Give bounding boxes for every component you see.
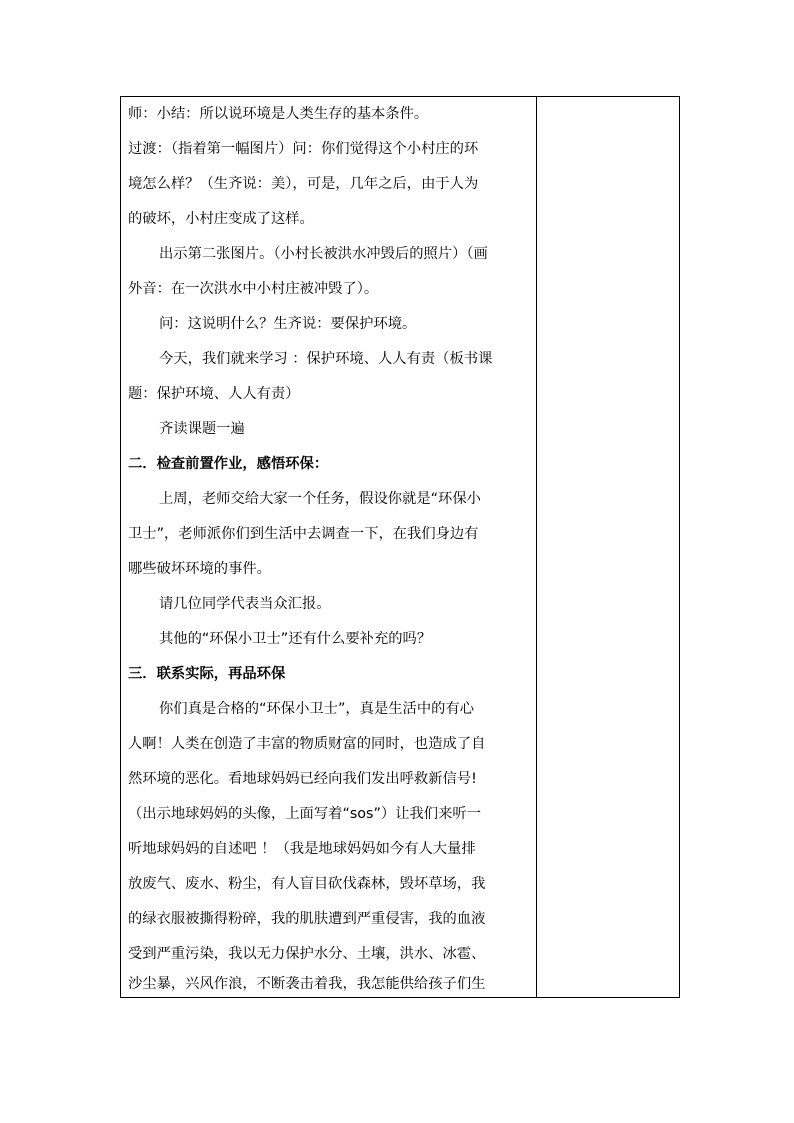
text-line: 的破坏，小村庄变成了这样。 bbox=[128, 211, 314, 227]
text-line: 境怎么样？（生齐说：美），可是，几年之后，由于人为 bbox=[128, 176, 479, 192]
text-line: 请几位同学代表当众汇报。 bbox=[159, 596, 331, 612]
section-heading: 三．联系实际，再品环保 bbox=[128, 666, 286, 682]
text-line: 哪些破坏环境的事件。 bbox=[128, 561, 271, 577]
lesson-content-cell bbox=[121, 97, 536, 997]
text-line: 卫士”，老师派你们到生活中去调查一下，在我们身边有 bbox=[128, 526, 479, 542]
lesson-plan-table bbox=[120, 96, 680, 998]
text-line: 上周，老师交给大家一个任务，假设你就是“环保小 bbox=[159, 491, 481, 507]
text-line: 齐读课题一遍 bbox=[159, 421, 245, 437]
text-line: 人啊！人类在创造了丰富的物质财富的同时，也造成了自 bbox=[128, 736, 486, 752]
text-line: 其他的“环保小卫士”还有什么要补充的吗？ bbox=[159, 631, 432, 647]
text-line: 听地球妈妈的自述吧 ！（我是地球妈妈如今有人大量排 bbox=[128, 841, 476, 857]
text-line: 的绿衣服被撕得粉碎，我的肌肤遭到严重侵害，我的血液 bbox=[128, 911, 486, 927]
text-line: 外音：在一次洪水中小村庄被冲毁了）。 bbox=[128, 281, 379, 297]
text-line: 受到严重污染，我以无力保护水分、土壤，洪水、冰雹、 bbox=[128, 946, 486, 962]
section-heading: 二．检查前置作业，感悟环保： bbox=[128, 456, 329, 472]
text-line: 放废气、废水、粉尘，有人盲目砍伐森林，毁坏草场，我 bbox=[128, 876, 486, 892]
text-line: 师：小结：所以说环境是人类生存的基本条件。 bbox=[128, 106, 429, 122]
text-line: 题：保护环境、人人有责） bbox=[128, 386, 300, 402]
text-line: 你们真是合格的“环保小卫士”，真是生活中的有心 bbox=[159, 701, 475, 717]
text-line: 出示第二张图片。（小村长被洪水冲毁后的照片）（画 bbox=[159, 246, 488, 262]
notes-cell bbox=[537, 97, 679, 997]
text-line: 问：这说明什么？生齐说：要保护环境。 bbox=[159, 316, 417, 332]
text-line: 过渡：（指着第一幅图片）问：你们觉得这个小村庄的环 bbox=[128, 141, 479, 157]
text-line: 沙尘暴，兴风作浪，不断袭击着我，我怎能供给孩子们生 bbox=[128, 976, 486, 992]
text-line: 今天，我们就来学习 ：保护环境、人人有责（板书课 bbox=[159, 351, 493, 367]
text-line: （出示地球妈妈的头像，上面写着“sos”）让我们来听一 bbox=[128, 806, 481, 822]
text-line: 然环境的恶化。看地球妈妈已经向我们发出呼救新信号! bbox=[128, 771, 477, 787]
